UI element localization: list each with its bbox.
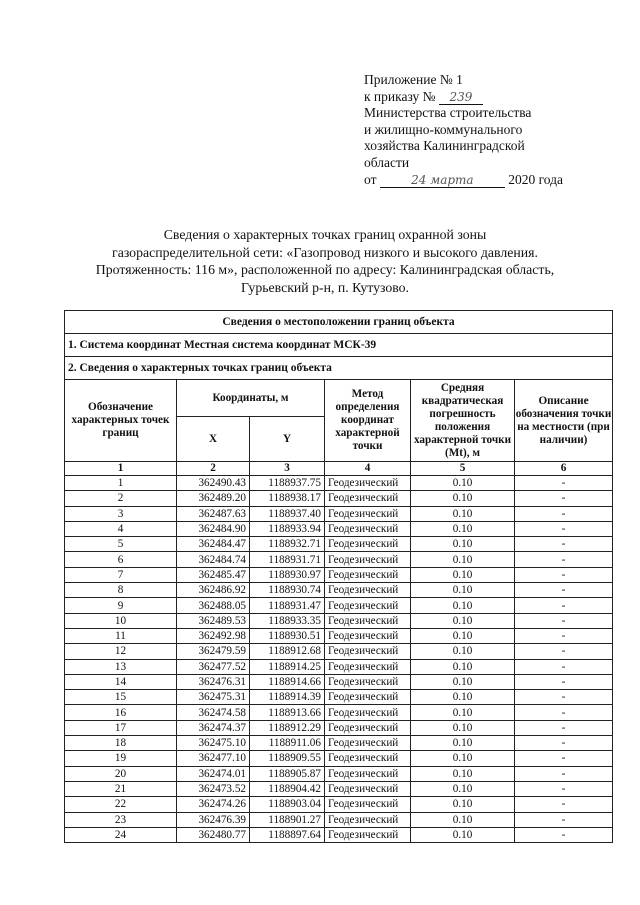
table-row	[65, 766, 613, 781]
point-method: Геодезический	[325, 598, 411, 613]
table-row	[65, 674, 613, 689]
point-x: 362492.98	[177, 628, 250, 643]
point-number: 12	[65, 644, 177, 659]
col-number: 2	[177, 462, 250, 476]
point-y: 1188930.74	[250, 583, 325, 598]
point-method: Геодезический	[325, 583, 411, 598]
point-y: 1188903.04	[250, 797, 325, 812]
point-number: 3	[65, 506, 177, 521]
point-x: 362475.10	[177, 736, 250, 751]
point-y: 1188914.66	[250, 674, 325, 689]
table-row	[65, 521, 613, 536]
point-description: -	[515, 781, 613, 796]
point-x: 362474.26	[177, 797, 250, 812]
point-x: 362479.59	[177, 644, 250, 659]
ministry-line-3: хозяйства Калининградской	[364, 138, 525, 154]
date-suffix: 2020 года	[508, 171, 564, 187]
point-error: 0.10	[411, 720, 515, 735]
date-prefix: от	[364, 171, 377, 187]
point-x: 362477.52	[177, 659, 250, 674]
point-number: 16	[65, 705, 177, 720]
table-row	[65, 537, 613, 552]
col-number: 3	[250, 462, 325, 476]
point-x: 362489.20	[177, 491, 250, 506]
point-method: Геодезический	[325, 552, 411, 567]
col-designation: Обозначение характерных точек границ	[65, 380, 177, 462]
table-row	[65, 659, 613, 674]
point-y: 1188930.51	[250, 628, 325, 643]
point-y: 1188913.66	[250, 705, 325, 720]
point-number: 15	[65, 690, 177, 705]
point-method: Геодезический	[325, 720, 411, 735]
point-y: 1188909.55	[250, 751, 325, 766]
point-y: 1188897.64	[250, 827, 325, 842]
point-description: -	[515, 751, 613, 766]
point-description: -	[515, 552, 613, 567]
date-line	[364, 172, 634, 189]
point-number: 1	[65, 476, 177, 491]
point-error: 0.10	[411, 797, 515, 812]
point-description: -	[515, 506, 613, 521]
table-row	[65, 628, 613, 643]
point-x: 362474.37	[177, 720, 250, 735]
title-line-3: Протяженность: 116 м», расположенной по адресу: Калининградская область,	[95, 262, 555, 277]
point-description: -	[515, 583, 613, 598]
point-number: 17	[65, 720, 177, 735]
col-description: Описание обозначения точки на местности (при наличии)	[515, 380, 613, 462]
point-number: 4	[65, 521, 177, 536]
point-error: 0.10	[411, 751, 515, 766]
boundary-points-table	[64, 310, 613, 843]
point-error: 0.10	[411, 521, 515, 536]
point-x: 362475.31	[177, 690, 250, 705]
point-description: -	[515, 628, 613, 643]
point-x: 362476.39	[177, 812, 250, 827]
point-error: 0.10	[411, 628, 515, 643]
point-x: 362487.63	[177, 506, 250, 521]
col-number: 5	[411, 462, 515, 476]
point-method: Геодезический	[325, 827, 411, 842]
point-number: 9	[65, 598, 177, 613]
point-x: 362490.43	[177, 476, 250, 491]
point-error: 0.10	[411, 812, 515, 827]
point-number: 22	[65, 797, 177, 812]
point-method: Геодезический	[325, 766, 411, 781]
table-row	[65, 751, 613, 766]
point-method: Геодезический	[325, 781, 411, 796]
point-error: 0.10	[411, 736, 515, 751]
point-description: -	[515, 736, 613, 751]
point-description: -	[515, 812, 613, 827]
point-error: 0.10	[411, 781, 515, 796]
table-row	[65, 812, 613, 827]
ministry-line-2: и жилищно-коммунального	[364, 121, 523, 137]
point-method: Геодезический	[325, 705, 411, 720]
point-error: 0.10	[411, 613, 515, 628]
table-row	[65, 598, 613, 613]
point-description: -	[515, 476, 613, 491]
table-row	[65, 476, 613, 491]
point-x: 362476.31	[177, 674, 250, 689]
point-error: 0.10	[411, 827, 515, 842]
point-number: 10	[65, 613, 177, 628]
section-points: 2. Сведения о характерных точках границ объекта	[65, 357, 613, 380]
point-x: 362485.47	[177, 567, 250, 582]
point-number: 18	[65, 736, 177, 751]
point-number: 20	[65, 766, 177, 781]
point-x: 362484.90	[177, 521, 250, 536]
point-error: 0.10	[411, 583, 515, 598]
point-y: 1188905.87	[250, 766, 325, 781]
table-row	[65, 827, 613, 842]
point-description: -	[515, 690, 613, 705]
point-y: 1188904.42	[250, 781, 325, 796]
title-line-1: Сведения о характерных точках границ охранной зоны	[163, 227, 487, 242]
point-error: 0.10	[411, 537, 515, 552]
point-y: 1188912.68	[250, 644, 325, 659]
point-method: Геодезический	[325, 613, 411, 628]
point-description: -	[515, 613, 613, 628]
ministry-line-1: Министерства строительства	[364, 105, 532, 121]
point-method: Геодезический	[325, 521, 411, 536]
point-y: 1188901.27	[250, 812, 325, 827]
point-y: 1188932.71	[250, 537, 325, 552]
order-line	[364, 89, 634, 106]
point-number: 23	[65, 812, 177, 827]
point-y: 1188912.29	[250, 720, 325, 735]
col-error: Средняя квадратическая погрешность положения характерной точки (Mt), м	[411, 380, 515, 462]
point-number: 5	[65, 537, 177, 552]
point-method: Геодезический	[325, 690, 411, 705]
point-error: 0.10	[411, 567, 515, 582]
table-row	[65, 613, 613, 628]
point-x: 362480.77	[177, 827, 250, 842]
point-number: 2	[65, 491, 177, 506]
points-body	[65, 476, 613, 843]
table-row	[65, 736, 613, 751]
point-description: -	[515, 644, 613, 659]
point-error: 0.10	[411, 690, 515, 705]
point-number: 6	[65, 552, 177, 567]
table-row	[65, 797, 613, 812]
point-description: -	[515, 567, 613, 582]
point-x: 362484.47	[177, 537, 250, 552]
section-coordinate-system: 1. Система координат Местная система координат МСК-39	[65, 334, 613, 357]
appendix-label: Приложение № 1	[364, 72, 463, 87]
col-number: 6	[515, 462, 613, 476]
point-method: Геодезический	[325, 751, 411, 766]
point-number: 24	[65, 827, 177, 842]
point-y: 1188937.75	[250, 476, 325, 491]
point-description: -	[515, 720, 613, 735]
title-line-2: газораспределительной сети: «Газопровод низкого и высокого давления.	[112, 244, 538, 260]
point-error: 0.10	[411, 705, 515, 720]
appendix-header	[364, 72, 634, 188]
point-description: -	[515, 491, 613, 506]
point-number: 7	[65, 567, 177, 582]
point-x: 362474.58	[177, 705, 250, 720]
col-method: Метод определения координат характерной точки	[325, 380, 411, 462]
point-method: Геодезический	[325, 812, 411, 827]
point-description: -	[515, 521, 613, 536]
point-method: Геодезический	[325, 491, 411, 506]
point-description: -	[515, 674, 613, 689]
order-prefix: к приказу №	[364, 88, 436, 104]
order-number: 239	[439, 91, 483, 105]
table-row	[65, 705, 613, 720]
point-number: 11	[65, 628, 177, 643]
date-value: 24 марта	[380, 174, 505, 188]
point-x: 362473.52	[177, 781, 250, 796]
point-error: 0.10	[411, 598, 515, 613]
point-y: 1188914.25	[250, 659, 325, 674]
point-number: 8	[65, 583, 177, 598]
title-line-4: Гурьевский р-н, п. Кутузово.	[240, 279, 410, 295]
point-method: Геодезический	[325, 506, 411, 521]
point-error: 0.10	[411, 476, 515, 491]
point-description: -	[515, 766, 613, 781]
point-x: 362484.74	[177, 552, 250, 567]
point-description: -	[515, 797, 613, 812]
point-error: 0.10	[411, 766, 515, 781]
table-row	[65, 644, 613, 659]
ministry-line-4: области	[364, 154, 410, 170]
point-description: -	[515, 827, 613, 842]
col-coordinates: Координаты, м	[177, 380, 325, 417]
point-error: 0.10	[411, 552, 515, 567]
point-error: 0.10	[411, 659, 515, 674]
point-x: 362477.10	[177, 751, 250, 766]
point-number: 21	[65, 781, 177, 796]
point-y: 1188937.40	[250, 506, 325, 521]
document-title	[60, 226, 590, 296]
col-number: 1	[65, 462, 177, 476]
table-row	[65, 506, 613, 521]
point-method: Геодезический	[325, 644, 411, 659]
table-row	[65, 552, 613, 567]
col-number: 4	[325, 462, 411, 476]
point-x: 362489.53	[177, 613, 250, 628]
point-y: 1188930.97	[250, 567, 325, 582]
point-method: Геодезический	[325, 476, 411, 491]
point-description: -	[515, 659, 613, 674]
point-y: 1188931.71	[250, 552, 325, 567]
point-error: 0.10	[411, 506, 515, 521]
col-x: X	[177, 417, 250, 462]
table-row	[65, 491, 613, 506]
point-error: 0.10	[411, 674, 515, 689]
table-row	[65, 567, 613, 582]
point-y: 1188914.39	[250, 690, 325, 705]
point-error: 0.10	[411, 644, 515, 659]
point-method: Геодезический	[325, 537, 411, 552]
point-y: 1188933.35	[250, 613, 325, 628]
point-method: Геодезический	[325, 659, 411, 674]
point-method: Геодезический	[325, 674, 411, 689]
point-y: 1188933.94	[250, 521, 325, 536]
point-description: -	[515, 705, 613, 720]
point-method: Геодезический	[325, 736, 411, 751]
point-number: 19	[65, 751, 177, 766]
section-main: Сведения о местоположении границ объекта	[65, 311, 613, 334]
point-y: 1188931.47	[250, 598, 325, 613]
table-row	[65, 720, 613, 735]
point-method: Геодезический	[325, 628, 411, 643]
point-y: 1188938.17	[250, 491, 325, 506]
point-number: 13	[65, 659, 177, 674]
point-x: 362474.01	[177, 766, 250, 781]
table-row	[65, 583, 613, 598]
point-method: Геодезический	[325, 567, 411, 582]
point-x: 362486.92	[177, 583, 250, 598]
point-y: 1188911.06	[250, 736, 325, 751]
point-number: 14	[65, 674, 177, 689]
table-row	[65, 690, 613, 705]
point-x: 362488.05	[177, 598, 250, 613]
point-error: 0.10	[411, 491, 515, 506]
col-y: Y	[250, 417, 325, 462]
point-description: -	[515, 598, 613, 613]
point-method: Геодезический	[325, 797, 411, 812]
point-description: -	[515, 537, 613, 552]
table-row	[65, 781, 613, 796]
